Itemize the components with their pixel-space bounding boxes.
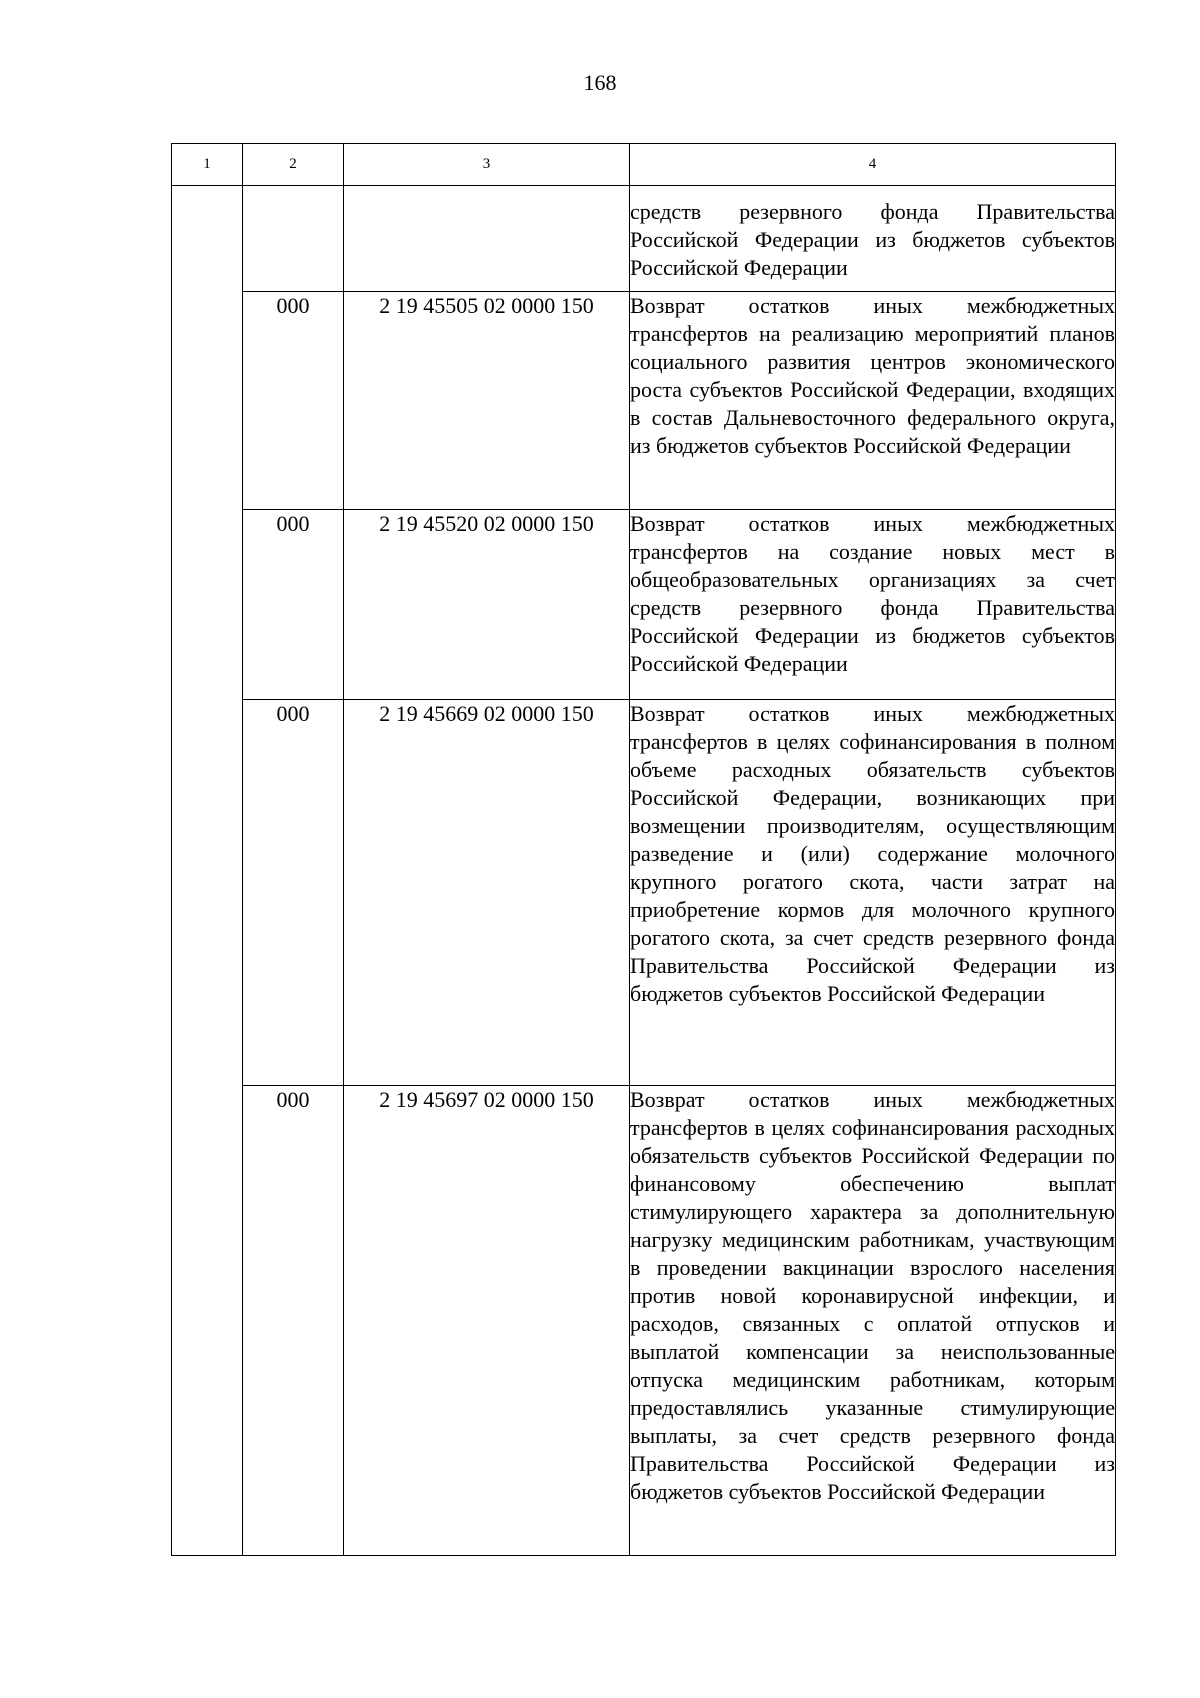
kbk-code-cell: 2 19 45505 02 0000 150 bbox=[344, 292, 630, 510]
table-row bbox=[172, 292, 1116, 510]
kbk-code-cell bbox=[344, 186, 630, 292]
column-header-3: 3 bbox=[344, 144, 630, 186]
admin-code-cell: 000 bbox=[243, 292, 344, 510]
page-number: 168 bbox=[583, 70, 617, 95]
description-cell: средств резервного фонда Правительства Российской Федерации из бюджетов субъектов Российской Федерации bbox=[630, 186, 1116, 292]
admin-code-cell: 000 bbox=[243, 700, 344, 1086]
budget-code-table bbox=[171, 143, 1116, 1556]
section-cell bbox=[172, 186, 243, 1556]
table-row bbox=[172, 510, 1116, 700]
description-cell: Возврат остатков иных межбюджетных трансфертов в целях софинансирования в полном объеме расходных обязательств субъектов Российской Федерации, возникающих при возмещении производителям, осуществляющим разведение и (или) содержание молочного крупного рогатого скота, части затрат на приобретение кормов для молочного крупного рогатого скота, за счет средств резервного фонда Правительства Российской Федерации из бюджетов субъектов Российской Федерации bbox=[630, 700, 1116, 1086]
column-header-1: 1 bbox=[172, 144, 243, 186]
description-cell: Возврат остатков иных межбюджетных трансфертов на создание новых мест в общеобразовательных организациях за счет средств резервного фонда Правительства Российской Федерации из бюджетов субъектов Российской Федерации bbox=[630, 510, 1116, 700]
column-header-2: 2 bbox=[243, 144, 344, 186]
table-header-row bbox=[172, 144, 1116, 186]
kbk-code-cell: 2 19 45520 02 0000 150 bbox=[344, 510, 630, 700]
admin-code-cell bbox=[243, 186, 344, 292]
kbk-code-cell: 2 19 45697 02 0000 150 bbox=[344, 1086, 630, 1556]
table-row bbox=[172, 186, 1116, 292]
column-header-4: 4 bbox=[630, 144, 1116, 186]
admin-code-cell: 000 bbox=[243, 510, 344, 700]
table-row bbox=[172, 1086, 1116, 1556]
admin-code-cell: 000 bbox=[243, 1086, 344, 1556]
description-cell: Возврат остатков иных межбюджетных трансфертов в целях софинансирования расходных обязательств субъектов Российской Федерации по финансовому обеспечению выплат стимулирующего характера за дополнительную нагрузку медицинским работникам, участвующим в проведении вакцинации взрослого населения против новой коронавирусной инфекции, и расходов, связанных с оплатой отпусков и выплатой компенсации за неиспользованные отпуска медицинским работникам, которым предоставлялись указанные стимулирующие выплаты, за счет средств резервного фонда Правительства Российской Федерации из бюджетов субъектов Российской Федерации bbox=[630, 1086, 1116, 1556]
kbk-code-cell: 2 19 45669 02 0000 150 bbox=[344, 700, 630, 1086]
table-row bbox=[172, 700, 1116, 1086]
description-cell: Возврат остатков иных межбюджетных трансфертов на реализацию мероприятий планов социального развития центров экономического роста субъектов Российской Федерации, входящих в состав Дальневосточного федерального округа, из бюджетов субъектов Российской Федерации bbox=[630, 292, 1116, 510]
